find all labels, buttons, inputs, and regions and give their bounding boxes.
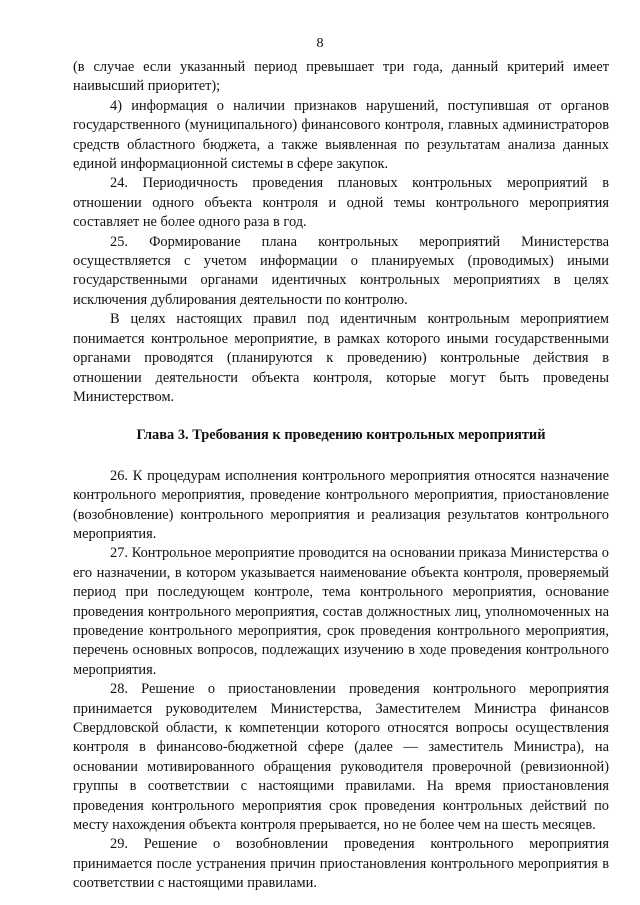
- paragraph-identical-definition: В целях настоящих правил под идентичным контрольным мероприятием понимается контрольное мероприятие, в рамках которого иными государственными органами проводятся (планируются к проведению) контрольные действия в отношении деятельности объекта контроля, которые могут быть проведены Министерством.: [73, 311, 609, 405]
- paragraph-item-4: 4) информация о наличии признаков нарушений, поступившая от органов государственного (муниципального) финансового контроля, главных администраторов средств областного бюджета, а также выявленная по результатам анализа данных единой информационной системы в сфере закупок.: [73, 97, 609, 173]
- paragraph-28: 28. Решение о приостановлении проведения контрольного мероприятия принимается руководителем Министерства, Заместителем Министра финансов Свердловской области, к компетенции которого относятся вопросы осуществления контроля в финансово-бюджетной сфере (далее — заместитель Министра), на основании мотивированного обращения руководителя проверочной (ревизионной) группы в соответствии с настоящими правилами. На время приостановления проведения контрольного мероприятия срок проведения контрольных действий по месту нахождения объекта контроля прерывается, но не более чем на шесть месяцев.: [73, 681, 609, 834]
- paragraph-27: 27. Контрольное мероприятие проводится на основании приказа Министерства о его назначении, в котором указывается наименование объекта контроля, проверяемый период при последующем контроле, тема контрольного мероприятия, основание проведения контрольного мероприятия, состав должностных лиц, уполномоченных на проведение контрольного мероприятия, срок проведения контрольного мероприятия, перечень основных вопросов, подлежащих изучению в ходе проведения контрольного мероприятия.: [73, 545, 609, 678]
- paragraph-25: 25. Формирование плана контрольных мероприятий Министерства осуществляется с учетом информации о планируемых (проводимых) иными государственными органами идентичных контрольных мероприятиях в целях исключения дублирования деятельности по контролю.: [73, 233, 609, 308]
- paragraph-24: 24. Периодичность проведения плановых контрольных мероприятий в отношении одного объекта контроля и одной темы контрольного мероприятия составляет не более одного раза в год.: [73, 175, 609, 231]
- document-body: [73, 58, 609, 894]
- page-number: 8: [316, 36, 324, 51]
- paragraph-29: 29. Решение о возобновлении проведения контрольного мероприятия принимается после устранения причин приостановления контрольного мероприятия в соответствии с настоящими правилами.: [73, 836, 609, 892]
- chapter-title: Глава 3. Требования к проведению контрольных мероприятий: [136, 427, 546, 444]
- paragraph-continuation: (в случае если указанный период превышает три года, данный критерий имеет наивысший приоритет);: [73, 59, 609, 95]
- paragraph-26: 26. К процедурам исполнения контрольного мероприятия относятся назначение контрольного мероприятия, проведение контрольного мероприятия, приостановление (возобновление) контрольного мероприятия и реализация результатов контрольного мероприятия.: [73, 467, 609, 542]
